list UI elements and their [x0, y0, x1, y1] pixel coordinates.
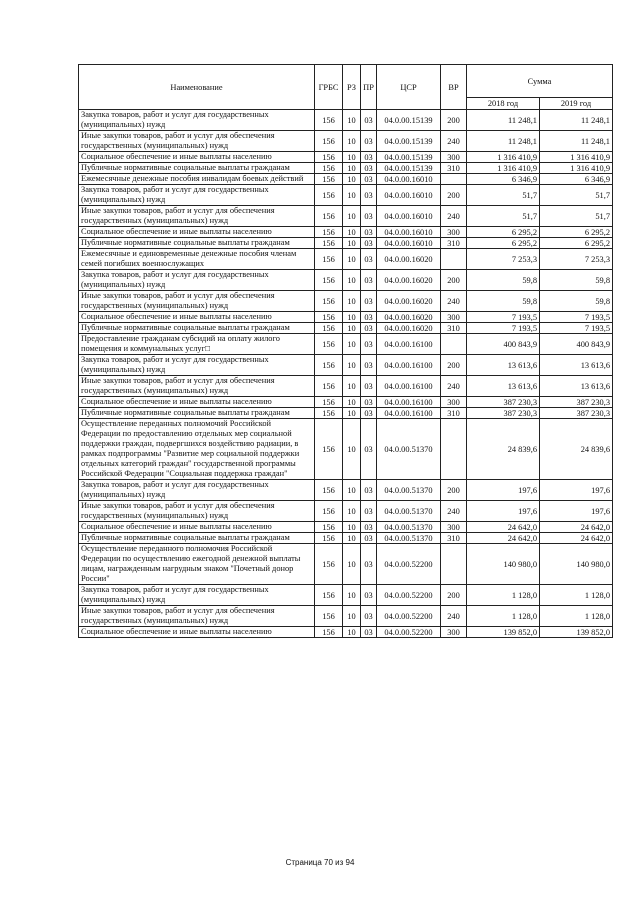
row-sum-2019: 197,6: [540, 480, 613, 501]
row-sum-2019: 387 230,3: [540, 408, 613, 419]
row-vr: [441, 334, 467, 355]
row-vr: 300: [441, 397, 467, 408]
row-name: Осуществление переданного полномочия Российской Федерации по осуществлению ежегодной денежной выплаты лицам, награжденным нагрудным знаком "Почетный донор России": [79, 544, 315, 585]
row-vr: 310: [441, 163, 467, 174]
row-grbs: 156: [315, 419, 343, 480]
row-sum-2019: 24 642,0: [540, 533, 613, 544]
table-row: [79, 174, 613, 185]
row-csr: 04.0.00.15139: [377, 163, 441, 174]
row-rz: 10: [343, 376, 361, 397]
row-pr: 03: [361, 174, 377, 185]
row-csr: 04.0.00.16020: [377, 291, 441, 312]
row-grbs: 156: [315, 249, 343, 270]
row-pr: 03: [361, 606, 377, 627]
row-vr: 300: [441, 152, 467, 163]
row-sum-2018: 24 642,0: [467, 522, 540, 533]
row-sum-2019: 6 346,9: [540, 174, 613, 185]
row-grbs: 156: [315, 323, 343, 334]
row-name: Осуществление переданных полномочий Российской Федерации по предоставлению отдельных мер социальной поддержки граждан, подвергшихся воздействию радиации, в рамках подпрограммы "Развитие мер социальной поддержки отдельных категорий граждан" государственной программы Российской Федерации "Социальная поддержка граждан": [79, 419, 315, 480]
row-vr: 200: [441, 185, 467, 206]
row-csr: 04.0.00.52200: [377, 585, 441, 606]
row-csr: 04.0.00.52200: [377, 606, 441, 627]
row-name: Социальное обеспечение и иные выплаты населению: [79, 312, 315, 323]
row-sum-2018: 24 839,6: [467, 419, 540, 480]
row-grbs: 156: [315, 163, 343, 174]
row-csr: 04.0.00.16100: [377, 355, 441, 376]
row-vr: 310: [441, 533, 467, 544]
table-row: [79, 227, 613, 238]
row-csr: 04.0.00.52200: [377, 544, 441, 585]
row-pr: 03: [361, 419, 377, 480]
row-sum-2018: 197,6: [467, 480, 540, 501]
row-csr: 04.0.00.16020: [377, 312, 441, 323]
row-rz: 10: [343, 174, 361, 185]
row-vr: 310: [441, 238, 467, 249]
row-grbs: 156: [315, 174, 343, 185]
row-pr: 03: [361, 152, 377, 163]
table-row: [79, 480, 613, 501]
row-vr: 240: [441, 376, 467, 397]
row-sum-2018: 1 128,0: [467, 606, 540, 627]
header-year-2018: 2018 год: [467, 98, 540, 110]
row-rz: 10: [343, 419, 361, 480]
row-pr: 03: [361, 544, 377, 585]
row-csr: 04.0.00.51370: [377, 522, 441, 533]
row-vr: [441, 419, 467, 480]
row-pr: 03: [361, 627, 377, 638]
row-rz: 10: [343, 323, 361, 334]
row-name: Социальное обеспечение и иные выплаты населению: [79, 627, 315, 638]
row-pr: 03: [361, 376, 377, 397]
row-sum-2019: 7 193,5: [540, 312, 613, 323]
row-csr: 04.0.00.16100: [377, 334, 441, 355]
row-csr: 04.0.00.15139: [377, 152, 441, 163]
row-grbs: 156: [315, 522, 343, 533]
row-rz: 10: [343, 533, 361, 544]
row-sum-2019: 51,7: [540, 206, 613, 227]
row-pr: 03: [361, 501, 377, 522]
row-sum-2018: 139 852,0: [467, 627, 540, 638]
row-sum-2018: 1 128,0: [467, 585, 540, 606]
row-grbs: 156: [315, 376, 343, 397]
row-name: Иные закупки товаров, работ и услуг для обеспечения государственных (муниципальных) нужд: [79, 131, 315, 152]
row-csr: 04.0.00.16100: [377, 397, 441, 408]
header-vr: ВР: [441, 65, 467, 110]
row-name: Закупка товаров, работ и услуг для государственных (муниципальных) нужд: [79, 110, 315, 131]
row-vr: 300: [441, 312, 467, 323]
row-sum-2019: 1 316 410,9: [540, 163, 613, 174]
row-sum-2018: 13 613,6: [467, 376, 540, 397]
row-rz: 10: [343, 334, 361, 355]
row-vr: 310: [441, 323, 467, 334]
row-grbs: 156: [315, 408, 343, 419]
row-csr: 04.0.00.15139: [377, 131, 441, 152]
row-name: Иные закупки товаров, работ и услуг для обеспечения государственных (муниципальных) нужд: [79, 291, 315, 312]
row-sum-2018: 1 316 410,9: [467, 152, 540, 163]
row-name: Публичные нормативные социальные выплаты гражданам: [79, 238, 315, 249]
row-grbs: 156: [315, 585, 343, 606]
row-rz: 10: [343, 606, 361, 627]
row-sum-2018: 6 295,2: [467, 227, 540, 238]
row-csr: 04.0.00.15139: [377, 110, 441, 131]
row-pr: 03: [361, 238, 377, 249]
header-rz: РЗ: [343, 65, 361, 110]
row-sum-2019: 51,7: [540, 185, 613, 206]
row-name: Закупка товаров, работ и услуг для государственных (муниципальных) нужд: [79, 355, 315, 376]
row-rz: 10: [343, 585, 361, 606]
header-year-2019: 2019 год: [540, 98, 613, 110]
row-grbs: 156: [315, 397, 343, 408]
row-csr: 04.0.00.16100: [377, 408, 441, 419]
row-pr: 03: [361, 291, 377, 312]
row-sum-2018: 7 253,3: [467, 249, 540, 270]
row-rz: 10: [343, 355, 361, 376]
row-sum-2019: 400 843,9: [540, 334, 613, 355]
table-row: [79, 334, 613, 355]
header-name: Наименование: [79, 65, 315, 110]
row-csr: 04.0.00.16020: [377, 249, 441, 270]
row-grbs: 156: [315, 312, 343, 323]
row-rz: 10: [343, 152, 361, 163]
row-pr: 03: [361, 334, 377, 355]
page-number: Страница 70 из 94: [285, 858, 355, 867]
row-vr: [441, 249, 467, 270]
row-sum-2019: 1 316 410,9: [540, 152, 613, 163]
row-vr: 240: [441, 291, 467, 312]
row-pr: 03: [361, 185, 377, 206]
row-sum-2019: 59,8: [540, 291, 613, 312]
row-grbs: 156: [315, 533, 343, 544]
row-vr: 300: [441, 227, 467, 238]
row-grbs: 156: [315, 238, 343, 249]
row-grbs: 156: [315, 152, 343, 163]
row-rz: 10: [343, 131, 361, 152]
table-row: [79, 533, 613, 544]
row-sum-2019: 387 230,3: [540, 397, 613, 408]
row-csr: 04.0.00.51370: [377, 419, 441, 480]
row-name: Иные закупки товаров, работ и услуг для обеспечения государственных (муниципальных) нужд: [79, 206, 315, 227]
row-sum-2019: 1 128,0: [540, 585, 613, 606]
row-csr: 04.0.00.51370: [377, 533, 441, 544]
row-grbs: 156: [315, 291, 343, 312]
table-row: [79, 206, 613, 227]
row-pr: 03: [361, 323, 377, 334]
row-sum-2019: 24 642,0: [540, 522, 613, 533]
row-name: Публичные нормативные социальные выплаты гражданам: [79, 408, 315, 419]
row-vr: [441, 174, 467, 185]
row-name: Публичные нормативные социальные выплаты гражданам: [79, 323, 315, 334]
row-rz: 10: [343, 501, 361, 522]
table-row: [79, 419, 613, 480]
row-rz: 10: [343, 206, 361, 227]
row-sum-2018: 1 316 410,9: [467, 163, 540, 174]
row-sum-2018: 51,7: [467, 185, 540, 206]
row-vr: 300: [441, 522, 467, 533]
row-name: Закупка товаров, работ и услуг для государственных (муниципальных) нужд: [79, 185, 315, 206]
row-csr: 04.0.00.16010: [377, 238, 441, 249]
row-sum-2019: 59,8: [540, 270, 613, 291]
row-rz: 10: [343, 627, 361, 638]
row-rz: 10: [343, 249, 361, 270]
row-rz: 10: [343, 480, 361, 501]
row-vr: 240: [441, 206, 467, 227]
row-sum-2018: 387 230,3: [467, 408, 540, 419]
row-sum-2019: 13 613,6: [540, 376, 613, 397]
row-vr: 200: [441, 480, 467, 501]
row-sum-2019: 11 248,1: [540, 110, 613, 131]
table-row: [79, 397, 613, 408]
row-csr: 04.0.00.52200: [377, 627, 441, 638]
row-rz: 10: [343, 544, 361, 585]
table-row: [79, 312, 613, 323]
table-row: [79, 501, 613, 522]
row-vr: 300: [441, 627, 467, 638]
row-pr: 03: [361, 163, 377, 174]
row-vr: 240: [441, 606, 467, 627]
row-name: Социальное обеспечение и иные выплаты населению: [79, 522, 315, 533]
row-rz: 10: [343, 110, 361, 131]
row-csr: 04.0.00.16010: [377, 227, 441, 238]
table-row: [79, 376, 613, 397]
row-rz: 10: [343, 163, 361, 174]
table-row: [79, 323, 613, 334]
row-csr: 04.0.00.16020: [377, 270, 441, 291]
row-name: Закупка товаров, работ и услуг для государственных (муниципальных) нужд: [79, 585, 315, 606]
row-name: Предоставление гражданам субсидий на оплату жилого помещения и коммунальных услуг□: [79, 334, 315, 355]
table-row: [79, 355, 613, 376]
row-sum-2018: 13 613,6: [467, 355, 540, 376]
row-csr: 04.0.00.16010: [377, 174, 441, 185]
row-csr: 04.0.00.51370: [377, 501, 441, 522]
row-csr: 04.0.00.51370: [377, 480, 441, 501]
row-grbs: 156: [315, 185, 343, 206]
row-sum-2018: 197,6: [467, 501, 540, 522]
row-rz: 10: [343, 270, 361, 291]
row-sum-2019: 13 613,6: [540, 355, 613, 376]
table-row: [79, 522, 613, 533]
row-name: Закупка товаров, работ и услуг для государственных (муниципальных) нужд: [79, 480, 315, 501]
row-grbs: 156: [315, 110, 343, 131]
row-sum-2018: 59,8: [467, 270, 540, 291]
row-sum-2018: 6 346,9: [467, 174, 540, 185]
row-sum-2018: 7 193,5: [467, 323, 540, 334]
table-row: [79, 238, 613, 249]
row-sum-2019: 7 193,5: [540, 323, 613, 334]
row-rz: 10: [343, 397, 361, 408]
row-pr: 03: [361, 131, 377, 152]
row-sum-2018: 11 248,1: [467, 110, 540, 131]
header-pr: ПР: [361, 65, 377, 110]
row-pr: 03: [361, 480, 377, 501]
row-pr: 03: [361, 312, 377, 323]
table-row: [79, 249, 613, 270]
row-name: Ежемесячные и единовременные денежные пособия членам семей погибших военнослужащих: [79, 249, 315, 270]
row-vr: 200: [441, 110, 467, 131]
row-pr: 03: [361, 227, 377, 238]
row-pr: 03: [361, 408, 377, 419]
row-vr: 200: [441, 270, 467, 291]
row-rz: 10: [343, 312, 361, 323]
table-row: [79, 163, 613, 174]
row-grbs: 156: [315, 334, 343, 355]
row-sum-2019: 7 253,3: [540, 249, 613, 270]
row-grbs: 156: [315, 206, 343, 227]
row-name: Социальное обеспечение и иные выплаты населению: [79, 227, 315, 238]
row-name: Публичные нормативные социальные выплаты гражданам: [79, 533, 315, 544]
row-sum-2018: 7 193,5: [467, 312, 540, 323]
row-name: Иные закупки товаров, работ и услуг для обеспечения государственных (муниципальных) нужд: [79, 501, 315, 522]
row-grbs: 156: [315, 501, 343, 522]
row-pr: 03: [361, 249, 377, 270]
row-sum-2019: 140 980,0: [540, 544, 613, 585]
row-pr: 03: [361, 397, 377, 408]
row-pr: 03: [361, 533, 377, 544]
row-sum-2018: 6 295,2: [467, 238, 540, 249]
row-grbs: 156: [315, 544, 343, 585]
row-grbs: 156: [315, 606, 343, 627]
row-pr: 03: [361, 110, 377, 131]
row-vr: 200: [441, 585, 467, 606]
row-name: Иные закупки товаров, работ и услуг для обеспечения государственных (муниципальных) нужд: [79, 376, 315, 397]
row-pr: 03: [361, 206, 377, 227]
row-sum-2018: 387 230,3: [467, 397, 540, 408]
row-sum-2018: 51,7: [467, 206, 540, 227]
row-grbs: 156: [315, 131, 343, 152]
table-row: [79, 291, 613, 312]
table-body: [79, 110, 613, 638]
table-row: [79, 627, 613, 638]
row-sum-2019: 24 839,6: [540, 419, 613, 480]
row-csr: 04.0.00.16020: [377, 323, 441, 334]
row-pr: 03: [361, 270, 377, 291]
row-name: Публичные нормативные социальные выплаты гражданам: [79, 163, 315, 174]
row-sum-2018: 11 248,1: [467, 131, 540, 152]
row-name: Иные закупки товаров, работ и услуг для обеспечения государственных (муниципальных) нужд: [79, 606, 315, 627]
row-vr: 310: [441, 408, 467, 419]
row-vr: [441, 544, 467, 585]
row-sum-2018: 400 843,9: [467, 334, 540, 355]
row-sum-2018: 24 642,0: [467, 533, 540, 544]
table-row: [79, 606, 613, 627]
table-row: [79, 585, 613, 606]
row-grbs: 156: [315, 355, 343, 376]
header-csr: ЦСР: [377, 65, 441, 110]
row-csr: 04.0.00.16010: [377, 185, 441, 206]
budget-table: [78, 64, 613, 638]
row-sum-2018: 140 980,0: [467, 544, 540, 585]
table-row: [79, 544, 613, 585]
row-rz: 10: [343, 291, 361, 312]
row-vr: 240: [441, 501, 467, 522]
row-rz: 10: [343, 522, 361, 533]
row-grbs: 156: [315, 480, 343, 501]
row-pr: 03: [361, 585, 377, 606]
row-pr: 03: [361, 522, 377, 533]
row-name: Закупка товаров, работ и услуг для государственных (муниципальных) нужд: [79, 270, 315, 291]
row-rz: 10: [343, 408, 361, 419]
row-name: Социальное обеспечение и иные выплаты населению: [79, 397, 315, 408]
row-sum-2019: 1 128,0: [540, 606, 613, 627]
row-grbs: 156: [315, 627, 343, 638]
row-grbs: 156: [315, 227, 343, 238]
row-sum-2019: 6 295,2: [540, 238, 613, 249]
header-grbs: ГРБС: [315, 65, 343, 110]
row-csr: 04.0.00.16010: [377, 206, 441, 227]
row-rz: 10: [343, 185, 361, 206]
table-row: [79, 131, 613, 152]
row-sum-2018: 59,8: [467, 291, 540, 312]
row-vr: 200: [441, 355, 467, 376]
row-name: Социальное обеспечение и иные выплаты населению: [79, 152, 315, 163]
row-sum-2019: 11 248,1: [540, 131, 613, 152]
table-row: [79, 270, 613, 291]
table-row: [79, 185, 613, 206]
row-sum-2019: 139 852,0: [540, 627, 613, 638]
row-sum-2019: 6 295,2: [540, 227, 613, 238]
table-row: [79, 110, 613, 131]
table-row: [79, 152, 613, 163]
row-vr: 240: [441, 131, 467, 152]
header-sum: Сумма: [467, 65, 613, 98]
table-row: [79, 408, 613, 419]
row-csr: 04.0.00.16100: [377, 376, 441, 397]
row-grbs: 156: [315, 270, 343, 291]
row-rz: 10: [343, 227, 361, 238]
row-name: Ежемесячные денежные пособия инвалидам боевых действий: [79, 174, 315, 185]
row-sum-2019: 197,6: [540, 501, 613, 522]
row-rz: 10: [343, 238, 361, 249]
row-pr: 03: [361, 355, 377, 376]
